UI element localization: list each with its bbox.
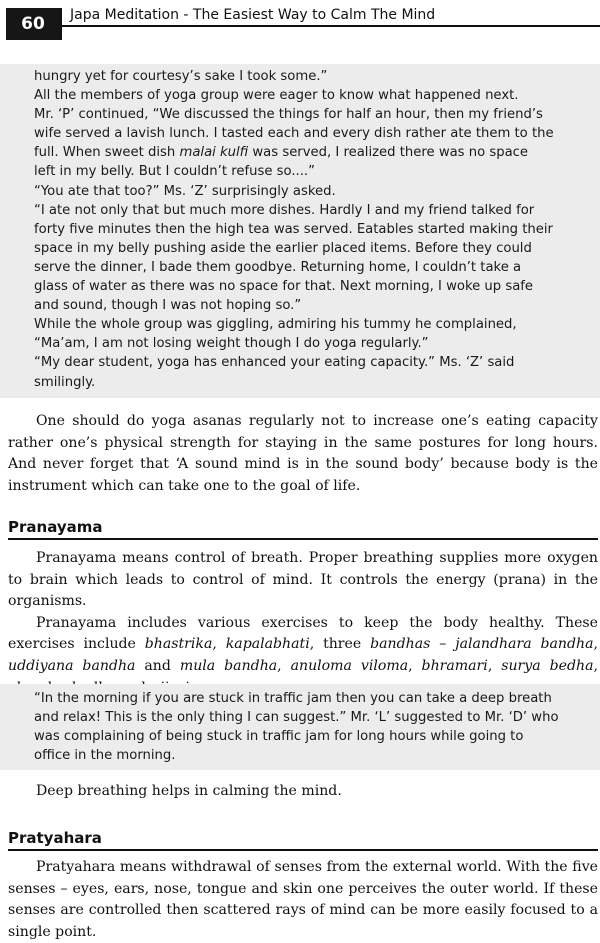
quote-line: office in the morning. (34, 748, 176, 764)
section-rule (8, 849, 598, 851)
story-line (34, 143, 584, 162)
text-run: , (593, 636, 598, 653)
text-run: – (430, 636, 456, 653)
term: kapalabhati (225, 636, 310, 653)
section-rule (8, 538, 598, 540)
story-line: glass of water as there was no space for that. Next morning, I woke up safe (34, 279, 534, 295)
story-line: space in my belly pushing aside the earlier placed items. Before they could (34, 240, 532, 256)
pranayama-definition: Pranayama means control of breath. Proper breathing supplies more oxygen to brain which leads to control of mind. It controls the energy (prana) in the organisms. (8, 550, 598, 610)
story-line: hungry yet for courtesy’s sake I took some.” (34, 69, 328, 84)
term: bhastrika (144, 636, 213, 653)
story-line: All the members of yoga group were eager to know what happened next. (34, 88, 519, 104)
quote-line: and relax! This is the only thing I can suggest.” Mr. ‘L’ suggested to Mr. ‘D’ who (34, 710, 559, 726)
story-line: “I ate not only that but much more dishes. Hardly I and my friend talked for (34, 202, 535, 218)
text-run: , (277, 657, 291, 674)
closing-line: Deep breathing helps in calming the mind. (36, 783, 342, 799)
text-run: Pranayama includes various exercises to keep the body healthy. These exercises include (8, 614, 598, 653)
text-run: , (593, 657, 598, 674)
story-line: Mr. ‘P’ continued, “We discussed the things for half an hour, then my friend’s (34, 107, 543, 123)
term: bhramari (421, 657, 488, 674)
section-title: Pratyahara (8, 829, 102, 847)
paragraph-text: One should do yoga asanas regularly not to increase one’s eating capacity rather one’s physical strength for staying in the same postures for long hours. And never forget that ‘A sound mind is in the sound body’ because body is the instrument which can take one to the goal of life. (8, 413, 598, 494)
story-line: “My dear student, yoga has enhanced your eating capacity.” Ms. ‘Z’ said (34, 355, 515, 371)
story-line-text: was served, I realized there was no space (248, 145, 529, 161)
pratyahara-definition: Pratyahara means withdrawal of senses from the external world. With the five senses – eyes, ears, nose, tongue and skin one perceives the outer world. If these senses are controlled then scattered rays of mind can be more easily focused to a single point. (8, 859, 598, 940)
section-heading-pranayama (8, 518, 598, 540)
pratyahara-body (8, 857, 598, 943)
story-line: “You ate that too?” Ms. ‘Z’ surprisingly asked. (34, 183, 336, 199)
story-box (0, 64, 600, 398)
story-line-text: full. When sweet dish (34, 145, 180, 161)
story-line: smilingly. (34, 374, 96, 390)
text-run: and (135, 657, 180, 674)
quote-line: was complaining of being stuck in traffic jam for long hours while going to (34, 729, 524, 745)
term: jalandhara bandha (455, 636, 594, 653)
pranayama-body (8, 548, 598, 699)
story-line: While the whole group was giggling, admiring his tummy he complained, (34, 317, 517, 333)
term: bandhas (370, 636, 431, 653)
header-tick (60, 8, 62, 40)
story-line: “Ma’am, I am not losing weight though I do yoga regularly.” (34, 336, 429, 352)
text-run: , (212, 636, 226, 653)
traffic-quote-box (0, 684, 600, 770)
text-run: , (487, 657, 502, 674)
story-line: and sound, though I was not hoping so.” (34, 298, 302, 314)
term: mula bandha (179, 657, 278, 674)
section-heading-pratyahara (8, 829, 598, 851)
page-header (0, 0, 600, 44)
story-line: left in my belly. But I couldn’t refuse so....” (34, 164, 315, 180)
quote-line: “In the morning if you are stuck in traffic jam then you can take a deep breath (34, 691, 552, 706)
closing-line-block (8, 781, 598, 803)
dish-name: malai kulfi (179, 145, 249, 161)
term: surya bedha (501, 657, 594, 674)
story-line: wife served a lavish lunch. I tasted each and every dish rather ate them to the (34, 126, 554, 142)
term: anuloma viloma (290, 657, 409, 674)
book-title: Japa Meditation - The Easiest Way to Calm The Mind (70, 7, 436, 23)
page-number: 60 (6, 8, 60, 40)
story-line: serve the dinner, I bade them goodbye. Returning home, I couldn’t take a (34, 259, 522, 275)
term: uddiyana bandha (8, 657, 136, 674)
section-title: Pranayama (8, 518, 103, 536)
header-rule (60, 25, 600, 27)
text-run: , three (309, 636, 371, 653)
body-paragraph (8, 411, 598, 497)
text-run: , (408, 657, 422, 674)
story-line: forty five minutes then the high tea was served. Eatables started making their (34, 221, 553, 237)
